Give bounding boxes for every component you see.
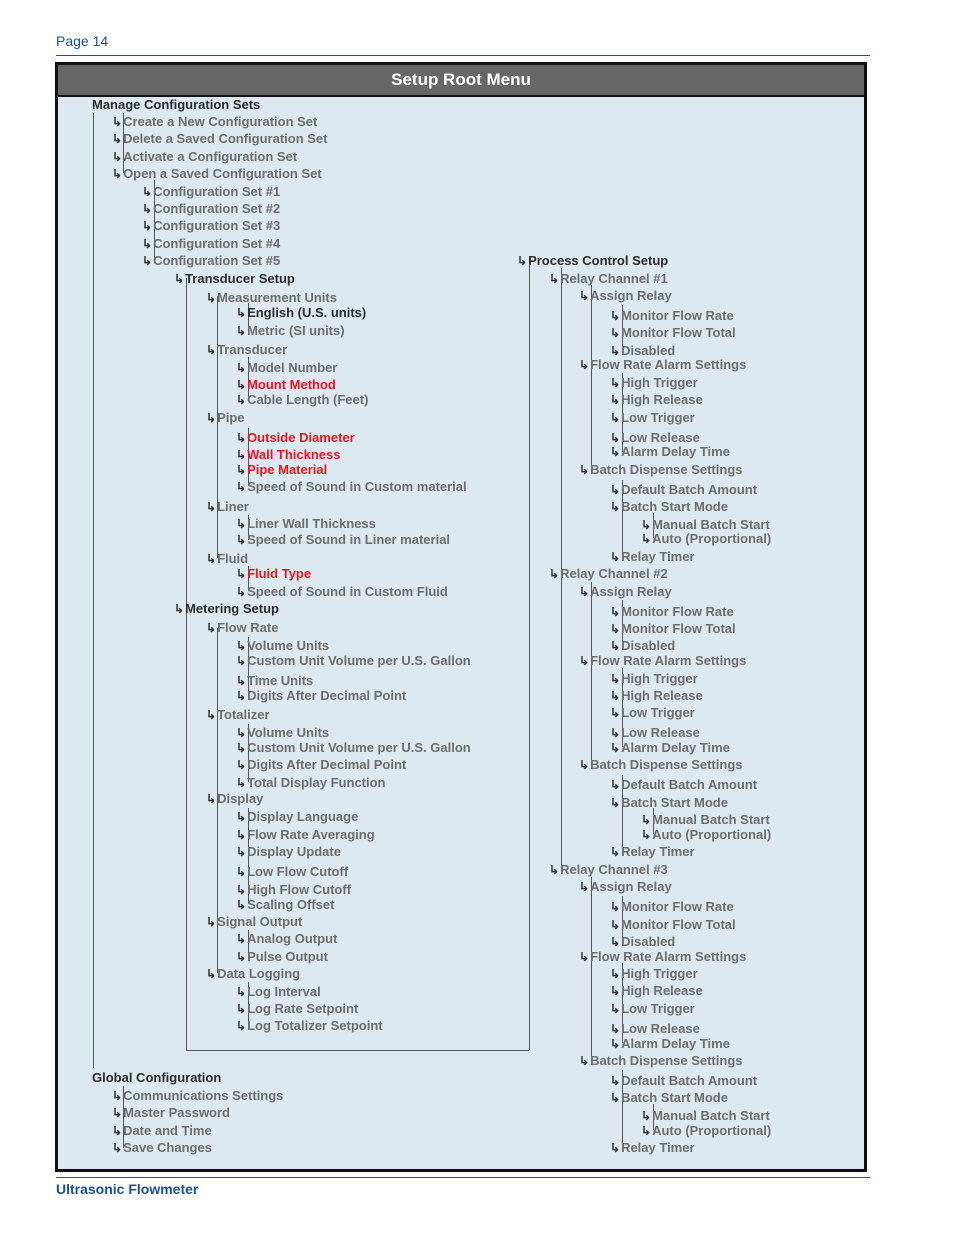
menu-item: ↳ Data Logging xyxy=(206,966,300,982)
menu-item: ↳ Disabled xyxy=(610,638,675,654)
menu-item: ↳ Analog Output xyxy=(236,931,337,947)
menu-item: ↳ Digits After Decimal Point xyxy=(236,688,406,704)
tree-connector xyxy=(217,296,218,558)
menu-item: ↳ Liner Wall Thickness xyxy=(236,516,376,532)
menu-item: ↳ Digits After Decimal Point xyxy=(236,757,406,773)
menu-item: ↳ Monitor Flow Total xyxy=(610,325,736,341)
menu-item: ↳ Scaling Offset xyxy=(236,897,334,913)
menu-item: Global Configuration xyxy=(92,1070,222,1085)
menu-item: ↳ Flow Rate Alarm Settings xyxy=(579,653,746,669)
menu-item: ↳ Cable Length (Feet) xyxy=(236,392,368,408)
menu-item: ↳ Default Batch Amount xyxy=(610,777,757,793)
menu-item: ↳ Configuration Set #5 xyxy=(142,253,280,269)
menu-item: ↳ Auto (Proportional) xyxy=(641,531,771,547)
menu-item: ↳ Open a Saved Configuration Set xyxy=(112,166,322,182)
menu-item: ↳ Low Trigger xyxy=(610,705,695,721)
menu-item: ↳ High Trigger xyxy=(610,966,698,982)
menu-item: ↳ Speed of Sound in Liner material xyxy=(236,532,450,548)
tree-connector xyxy=(186,1050,529,1051)
menu-item: ↳ Monitor Flow Rate xyxy=(610,308,734,324)
menu-item: ↳ Master Password xyxy=(112,1105,230,1121)
menu-item: ↳ Low Release xyxy=(610,725,700,741)
menu-item: ↳ Activate a Configuration Set xyxy=(112,149,297,165)
menu-item: ↳ Assign Relay xyxy=(579,584,672,600)
menu-item: ↳ Alarm Delay Time xyxy=(610,444,730,460)
menu-item: ↳ Wall Thickness xyxy=(236,447,341,463)
menu-item: ↳ Fluid xyxy=(206,551,248,567)
menu-item: ↳ Fluid Type xyxy=(236,566,311,582)
menu-item: ↳ Mount Method xyxy=(236,377,336,393)
menu-item: ↳ Pulse Output xyxy=(236,949,328,965)
menu-item: ↳ Relay Timer xyxy=(610,549,695,565)
page-footer: Ultrasonic Flowmeter xyxy=(56,1181,199,1197)
menu-item: ↳ Display Language xyxy=(236,809,358,825)
menu-item: ↳ Relay Channel #2 xyxy=(549,566,668,582)
tree-connector xyxy=(93,113,94,1068)
menu-item: ↳ Log Interval xyxy=(236,984,321,1000)
tree-connector xyxy=(591,582,592,764)
menu-item: ↳ Model Number xyxy=(236,360,337,376)
menu-item: ↳ Monitor Flow Total xyxy=(610,917,736,933)
menu-title: Setup Root Menu xyxy=(391,70,531,89)
menu-item: ↳ Total Display Function xyxy=(236,775,386,791)
menu-item: ↳ Auto (Proportional) xyxy=(641,827,771,843)
menu-item: ↳ Create a New Configuration Set xyxy=(112,114,317,130)
menu-item: ↳ Disabled xyxy=(610,343,675,359)
menu-item: ↳ Communications Settings xyxy=(112,1088,283,1104)
menu-item: ↳ Batch Start Mode xyxy=(610,1090,728,1106)
menu-item: ↳ Measurement Units xyxy=(206,290,337,306)
menu-item: ↳ Time Units xyxy=(236,673,313,689)
menu-item: ↳ Flow Rate Averaging xyxy=(236,827,375,843)
footer-rule xyxy=(56,1177,870,1178)
menu-item: ↳ Monitor Flow Rate xyxy=(610,899,734,915)
menu-item: ↳ Speed of Sound in Custom material xyxy=(236,479,467,495)
tree-connector xyxy=(591,285,592,469)
menu-item: ↳ Batch Dispense Settings xyxy=(579,462,743,478)
title-bar xyxy=(58,65,864,97)
menu-item: ↳ Relay Channel #1 xyxy=(549,271,668,287)
menu-item: ↳ Batch Dispense Settings xyxy=(579,1053,743,1069)
menu-item: ↳ High Flow Cutoff xyxy=(236,882,351,898)
menu-item: ↳ Process Control Setup xyxy=(517,253,668,269)
menu-item: ↳ Low Release xyxy=(610,1021,700,1037)
menu-item: ↳ Volume Units xyxy=(236,638,329,654)
menu-item: ↳ Assign Relay xyxy=(579,879,672,895)
menu-item: ↳ Low Trigger xyxy=(610,410,695,426)
menu-item: ↳ High Trigger xyxy=(610,671,698,687)
menu-item: ↳ Save Changes xyxy=(112,1140,212,1156)
menu-item: ↳ High Release xyxy=(610,392,703,408)
menu-item: ↳ Signal Output xyxy=(206,914,302,930)
menu-item: ↳ Disabled xyxy=(610,934,675,950)
menu-item: ↳ Auto (Proportional) xyxy=(641,1123,771,1139)
menu-item: ↳ Totalizer xyxy=(206,707,270,723)
menu-item: ↳ Alarm Delay Time xyxy=(610,1036,730,1052)
tree-connector xyxy=(186,278,187,1050)
menu-item: ↳ English (U.S. units) xyxy=(236,305,366,321)
menu-item: ↳ Low Release xyxy=(610,430,700,446)
menu-item: ↳ Metering Setup xyxy=(174,601,279,617)
menu-item: ↳ Pipe xyxy=(206,410,245,426)
header-rule xyxy=(56,55,870,56)
menu-item: ↳ Monitor Flow Rate xyxy=(610,604,734,620)
menu-item: ↳ Default Batch Amount xyxy=(610,482,757,498)
menu-item: ↳ High Release xyxy=(610,983,703,999)
tree-connector xyxy=(591,877,592,1061)
menu-item: ↳ High Release xyxy=(610,688,703,704)
menu-item: ↳ Delete a Saved Configuration Set xyxy=(112,131,328,147)
menu-item: ↳ Flow Rate xyxy=(206,620,278,636)
page-number: Page 14 xyxy=(56,33,109,49)
menu-item: ↳ Flow Rate Alarm Settings xyxy=(579,357,746,373)
menu-item: ↳ Speed of Sound in Custom Fluid xyxy=(236,584,448,600)
menu-item: ↳ Monitor Flow Total xyxy=(610,621,736,637)
menu-item: ↳ Custom Unit Volume per U.S. Gallon xyxy=(236,740,471,756)
menu-item: ↳ Metric (SI units) xyxy=(236,323,345,339)
menu-item: ↳ Transducer Setup xyxy=(174,271,295,287)
menu-item: ↳ Date and Time xyxy=(112,1123,212,1139)
menu-item: ↳ Relay Timer xyxy=(610,844,695,860)
menu-item: ↳ Batch Start Mode xyxy=(610,499,728,515)
menu-item: ↳ Relay Timer xyxy=(610,1140,695,1156)
menu-item: ↳ Batch Dispense Settings xyxy=(579,757,743,773)
menu-item: ↳ Manual Batch Start xyxy=(641,1108,770,1124)
menu-item: ↳ Configuration Set #4 xyxy=(142,236,280,252)
menu-item: ↳ Relay Channel #3 xyxy=(549,862,668,878)
menu-item: ↳ Outside Diameter xyxy=(236,430,355,446)
menu-item: ↳ Manual Batch Start xyxy=(641,517,770,533)
tree-connector xyxy=(529,260,530,1050)
menu-item: ↳ Log Totalizer Setpoint xyxy=(236,1018,383,1034)
menu-item: ↳ Batch Start Mode xyxy=(610,795,728,811)
menu-item: ↳ Default Batch Amount xyxy=(610,1073,757,1089)
menu-item: ↳ Volume Units xyxy=(236,725,329,741)
menu-item: ↳ High Trigger xyxy=(610,375,698,391)
menu-item: ↳ Display xyxy=(206,791,263,807)
menu-item: ↳ Pipe Material xyxy=(236,462,327,478)
menu-item: ↳ Manual Batch Start xyxy=(641,812,770,828)
menu-item: ↳ Flow Rate Alarm Settings xyxy=(579,949,746,965)
menu-item: ↳ Alarm Delay Time xyxy=(610,740,730,756)
menu-item: ↳ Low Trigger xyxy=(610,1001,695,1017)
menu-item: ↳ Configuration Set #3 xyxy=(142,218,280,234)
menu-item: ↳ Display Update xyxy=(236,844,341,860)
menu-item: ↳ Configuration Set #1 xyxy=(142,184,280,200)
menu-item: ↳ Liner xyxy=(206,499,249,515)
menu-item: Manage Configuration Sets xyxy=(92,97,261,112)
menu-item: ↳ Configuration Set #2 xyxy=(142,201,280,217)
menu-item: ↳ Log Rate Setpoint xyxy=(236,1001,358,1017)
menu-item: ↳ Custom Unit Volume per U.S. Gallon xyxy=(236,653,471,669)
menu-item: ↳ Low Flow Cutoff xyxy=(236,864,348,880)
menu-item: ↳ Transducer xyxy=(206,342,287,358)
menu-item: ↳ Assign Relay xyxy=(579,288,672,304)
